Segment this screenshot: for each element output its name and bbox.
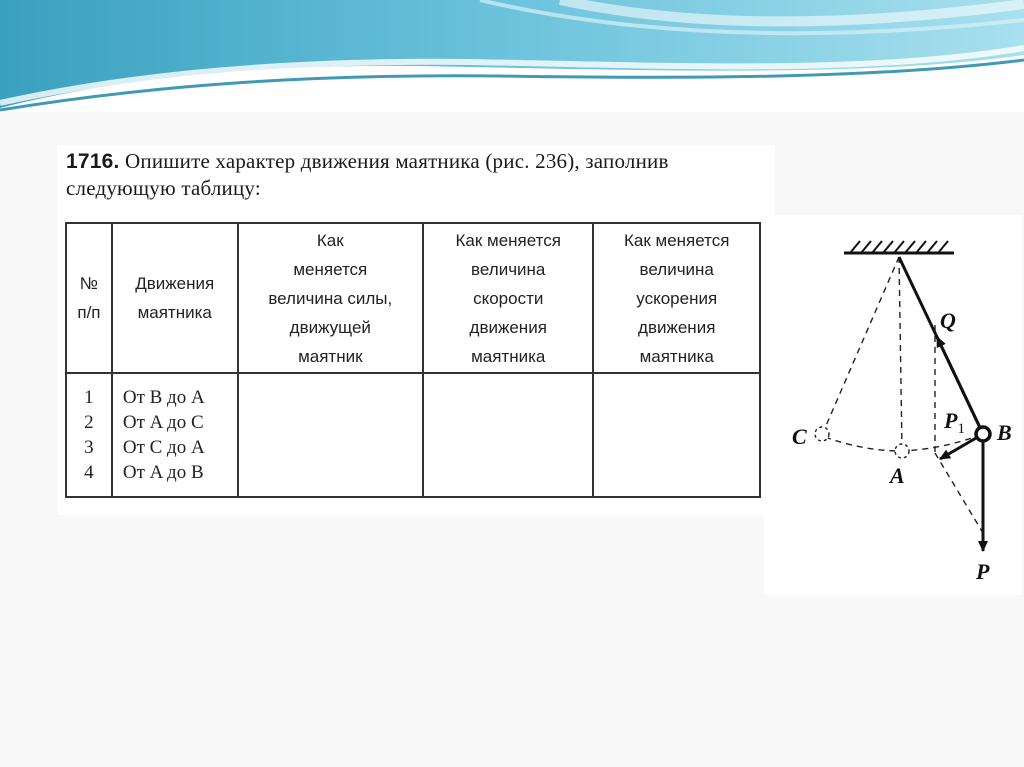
header-velocity: Как меняется величина скорости движения маятника [423,223,593,373]
problem-text: Опишите характер движения маятника (рис. 236), заполнив следующую таблицу: [66,149,669,200]
header-force: Как меняется величина силы, движущей маятник [238,223,423,373]
table-header-row [66,223,760,373]
header-movement: Движения маятника [112,223,238,373]
header-wave-decoration [0,0,1024,115]
pendulum-figure [764,215,1022,595]
label-c: C [792,424,807,449]
acceleration-answer-cell[interactable] [593,373,760,497]
dashed-construction-lines [825,257,983,533]
row-movements-cell: От B до A От A до C От C до A От A до B [112,373,238,497]
header-acceleration: Как меняется величина ускорения движения маятника [593,223,760,373]
table-row [66,373,760,497]
header-number: № п/п [66,223,112,373]
force-answer-cell[interactable] [238,373,423,497]
problem-number: 1716. [66,150,120,173]
bob-position-a [895,444,909,458]
problem-statement [66,148,771,202]
pendulum-diagram [764,215,1022,595]
label-a: A [890,463,905,488]
task-table [65,222,761,498]
label-p1: $P_1$ [944,408,965,437]
label-p: P [976,559,990,584]
velocity-answer-cell[interactable] [423,373,593,497]
label-b: B [997,420,1012,445]
bob-position-b [976,427,990,441]
problem-block [57,145,775,515]
bob-position-c [815,427,829,441]
row-numbers-cell: 1 2 3 4 [66,373,112,497]
label-q: Q [940,308,956,333]
ceiling-support [844,241,954,253]
